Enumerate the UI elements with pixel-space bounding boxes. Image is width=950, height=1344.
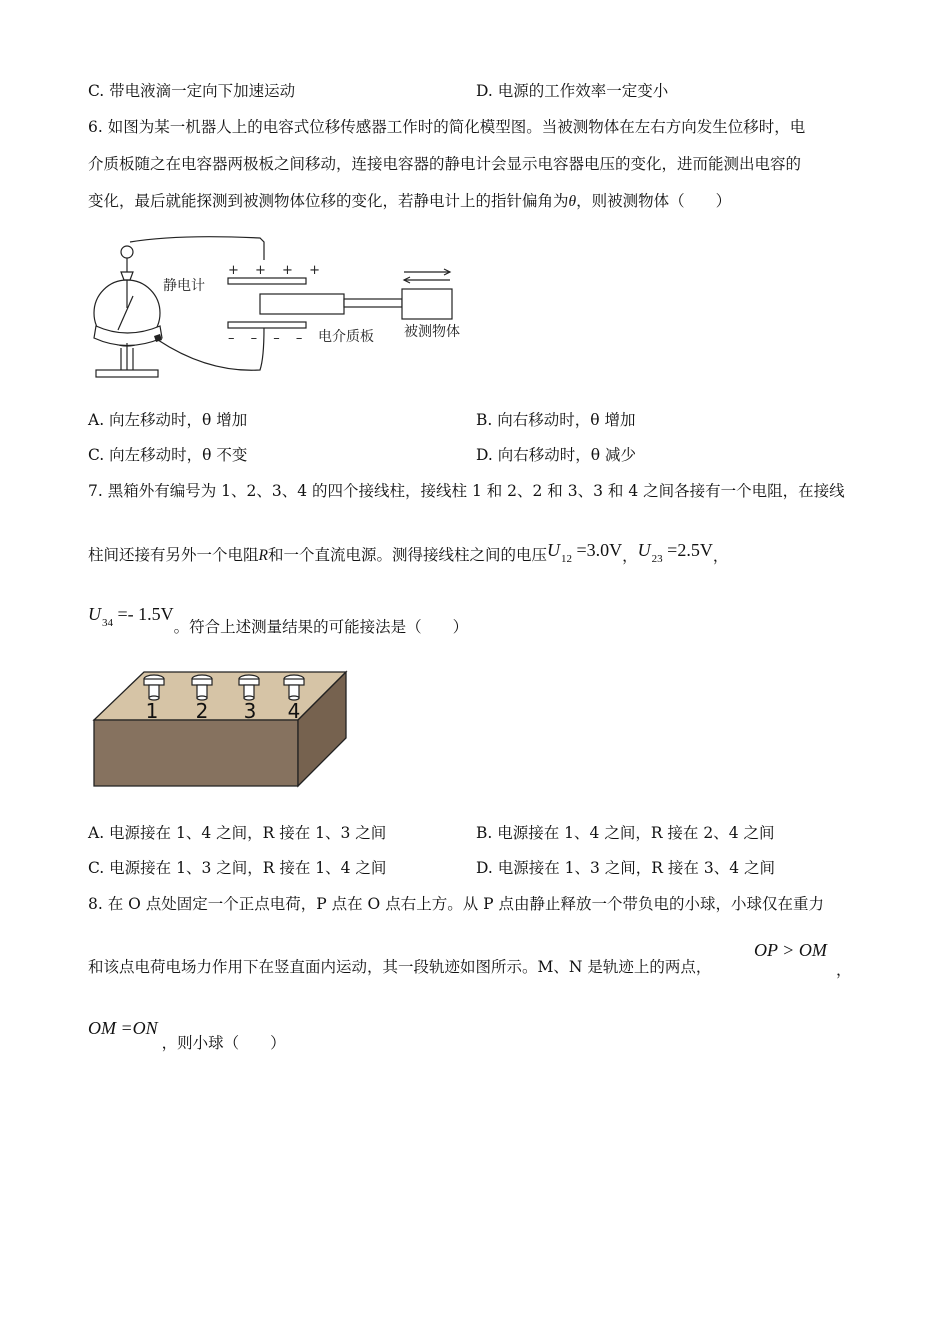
q7-stem-line2: 柱间还接有另外一个电阻R和一个直流电源。测得接线柱之间的电压$U_{12} =3.0V$，$U_{23} =2.5V$， — [88, 540, 729, 565]
q6-stem-line1: 6. 如图为某一机器人上的电容式位移传感器工作时的简化模型图。当被测物体在左右方向发生位移时，电 — [88, 118, 806, 136]
minus-signs: – – – – — [228, 331, 309, 346]
q8-stem-line2: 和该点电荷电场力作用下在竖直面内运动，其一段轨迹如图所示。M、N 是轨迹上的两点， — [88, 958, 712, 976]
q7-option-a: A. 电源接在 1、4 之间，R 接在 1、3 之间 — [88, 824, 387, 842]
q7-option-c: C. 电源接在 1、3 之间，R 接在 1、4 之间 — [88, 859, 387, 877]
q8-stem-line1: 8. 在 O 点处固定一个正点电荷，P 点在 O 点右上方。从 P 点由静止释放一个带负电的小球，小球仅在重力 — [88, 895, 824, 913]
dielectric-slab — [260, 294, 344, 314]
terminal-label-2: 2 — [195, 699, 209, 723]
resistor-R: R — [258, 547, 268, 564]
electrometer-needle — [118, 296, 133, 330]
wire-top — [130, 237, 264, 260]
q8-stem-line3: OM =ON，则小球（ ） — [88, 1018, 286, 1052]
u12-expression: $U_{12} =3.0V$ — [547, 540, 623, 565]
black-box-figure — [92, 668, 352, 790]
measured-object — [402, 289, 452, 319]
q6-option-c: C. 向左移动时，θ 不变 — [88, 446, 248, 464]
capacitor-top-plate — [228, 278, 306, 284]
q8-comma: ， — [836, 961, 852, 979]
electrometer-knob — [121, 246, 133, 258]
terminal-label-1: 1 — [145, 699, 159, 723]
plus-signs: + + + + — [228, 263, 326, 278]
theta-symbol: θ — [568, 193, 577, 210]
connecting-rod — [344, 299, 402, 307]
q6-stem-line2: 介质板随之在电容器两极板之间移动，连接电容器的静电计会显示电容器电压的变化，进而能测出电容的 — [88, 155, 802, 173]
q7-stem-line1: 7. 黑箱外有编号为 1、2、3、4 的四个接线柱，接线柱 1 和 2、2 和 3、3 和 4 之间各接有一个电阻，在接线 — [88, 482, 845, 500]
q6-option-b: B. 向右移动时，θ 增加 — [476, 411, 636, 429]
condition-op-gt-om: OP > OM — [754, 940, 827, 960]
capacitive-sensor-figure — [88, 228, 488, 390]
q6-option-a: A. 向左移动时，θ 增加 — [88, 411, 248, 429]
u23-expression: $U_{23} =2.5V$ — [637, 540, 713, 565]
condition-om-eq-on: OM =ON — [88, 1018, 158, 1038]
q6-stem-line3: 变化，最后就能探测到被测物体位移的变化，若静电计上的指针偏角为θ，则被测物体（ ） — [88, 192, 732, 210]
capacitor-bottom-plate — [228, 322, 306, 328]
electrometer-base — [96, 370, 158, 377]
q5-option-c: C. 带电液滴一定向下加速运动 — [88, 82, 296, 100]
q5-option-d: D. 电源的工作效率一定变小 — [476, 82, 669, 100]
u34-expression: $U_{34} =- 1.5V$ — [88, 604, 174, 629]
dielectric-label: 电介质板 — [318, 329, 374, 345]
q7-stem-line3: $U_{34} =- 1.5V$。符合上述测量结果的可能接法是（ ） — [88, 604, 469, 636]
terminal-label-4: 4 — [287, 699, 301, 723]
q7-option-d: D. 电源接在 1、3 之间，R 接在 3、4 之间 — [476, 859, 775, 877]
object-label: 被测物体 — [404, 324, 460, 340]
q6-option-d: D. 向右移动时，θ 减少 — [476, 446, 636, 464]
electrometer-label: 静电计 — [163, 278, 205, 294]
terminal-label-3: 3 — [243, 699, 257, 723]
box-front-face — [94, 720, 298, 786]
q7-option-b: B. 电源接在 1、4 之间，R 接在 2、4 之间 — [476, 824, 775, 842]
